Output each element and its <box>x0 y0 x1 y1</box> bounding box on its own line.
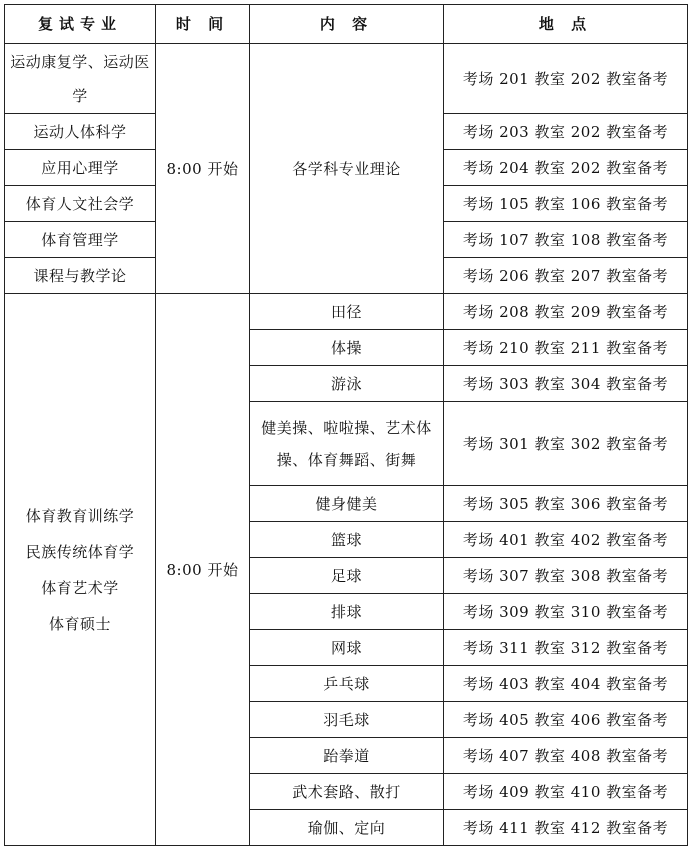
location-cell: 考场 309 教室 310 教室备考 <box>444 594 688 630</box>
major-cell: 应用心理学 <box>5 150 156 186</box>
content-cell: 羽毛球 <box>250 702 444 738</box>
content-cell: 武术套路、散打 <box>250 774 444 810</box>
content-cell: 网球 <box>250 630 444 666</box>
table-header-row <box>5 5 688 44</box>
content-cell: 乒乓球 <box>250 666 444 702</box>
content-cell: 瑜伽、定向 <box>250 810 444 846</box>
header-major: 复试专业 <box>5 5 156 44</box>
group1-content-cell: 各学科专业理论 <box>250 44 444 294</box>
content-cell: 健美操、啦啦操、艺术体操、体育舞蹈、街舞 <box>250 402 444 486</box>
exam-schedule-table <box>4 4 688 846</box>
location-cell: 考场 407 教室 408 教室备考 <box>444 738 688 774</box>
location-cell: 考场 401 教室 402 教室备考 <box>444 522 688 558</box>
content-cell: 游泳 <box>250 366 444 402</box>
major-cell: 运动人体科学 <box>5 114 156 150</box>
group2-major-label: 体育艺术学 <box>41 578 119 597</box>
table-row <box>5 294 688 330</box>
location-cell: 考场 411 教室 412 教室备考 <box>444 810 688 846</box>
major-cell: 体育人文社会学 <box>5 186 156 222</box>
location-cell: 考场 206 教室 207 教室备考 <box>444 258 688 294</box>
group1-time-cell: 8:00 开始 <box>156 44 250 294</box>
group2-majors-cell <box>5 294 156 846</box>
header-time: 时 间 <box>156 5 250 44</box>
location-cell: 考场 107 教室 108 教室备考 <box>444 222 688 258</box>
group2-major-label: 民族传统体育学 <box>25 542 135 561</box>
location-cell: 考场 210 教室 211 教室备考 <box>444 330 688 366</box>
content-cell: 篮球 <box>250 522 444 558</box>
header-content: 内 容 <box>250 5 444 44</box>
location-cell: 考场 405 教室 406 教室备考 <box>444 702 688 738</box>
location-cell: 考场 301 教室 302 教室备考 <box>444 402 688 486</box>
location-cell: 考场 208 教室 209 教室备考 <box>444 294 688 330</box>
location-cell: 考场 307 教室 308 教室备考 <box>444 558 688 594</box>
location-cell: 考场 403 教室 404 教室备考 <box>444 666 688 702</box>
location-cell: 考场 311 教室 312 教室备考 <box>444 630 688 666</box>
location-cell: 考场 409 教室 410 教室备考 <box>444 774 688 810</box>
location-cell: 考场 303 教室 304 教室备考 <box>444 366 688 402</box>
major-cell: 课程与教学论 <box>5 258 156 294</box>
location-cell: 考场 201 教室 202 教室备考 <box>444 44 688 114</box>
content-cell: 排球 <box>250 594 444 630</box>
major-cell: 运动康复学、运动医学 <box>5 44 156 114</box>
content-cell: 足球 <box>250 558 444 594</box>
group2-major-label: 体育教育训练学 <box>25 506 135 525</box>
group2-major-label: 体育硕士 <box>48 614 111 633</box>
location-cell: 考场 105 教室 106 教室备考 <box>444 186 688 222</box>
location-cell: 考场 305 教室 306 教室备考 <box>444 486 688 522</box>
table-row <box>5 44 688 114</box>
header-location: 地 点 <box>444 5 688 44</box>
group2-time-cell: 8:00 开始 <box>156 294 250 846</box>
content-cell: 体操 <box>250 330 444 366</box>
content-cell: 健身健美 <box>250 486 444 522</box>
location-cell: 考场 203 教室 202 教室备考 <box>444 114 688 150</box>
location-cell: 考场 204 教室 202 教室备考 <box>444 150 688 186</box>
major-cell: 体育管理学 <box>5 222 156 258</box>
content-cell: 跆拳道 <box>250 738 444 774</box>
content-cell: 田径 <box>250 294 444 330</box>
